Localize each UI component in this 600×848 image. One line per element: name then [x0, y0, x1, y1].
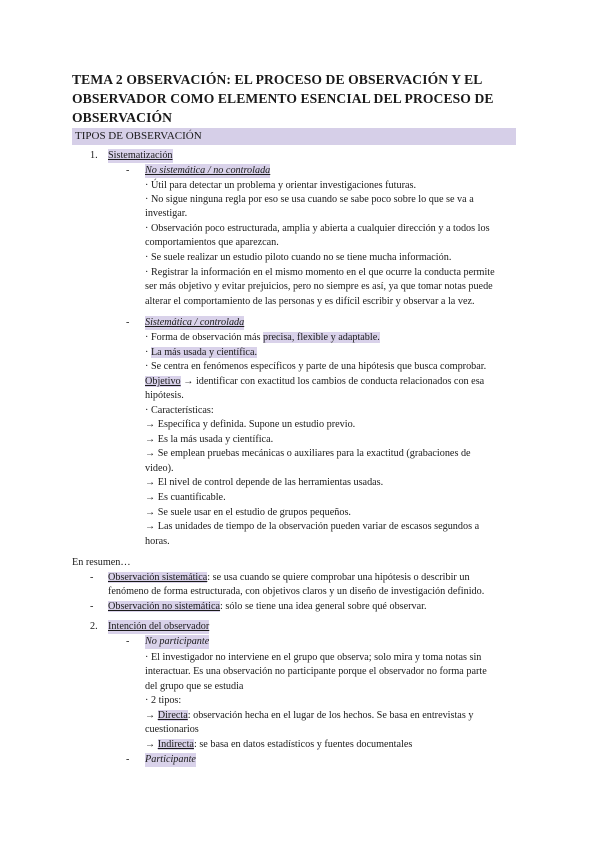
- bullet-dash: -: [90, 572, 94, 583]
- term-directa: Directa: [157, 710, 188, 721]
- text-line: Objetivo → identificar con exactitud los cambios de conducta relacionados con esa: [145, 376, 485, 387]
- term-observacion-no-sistematica: Observación no sistemática: [108, 601, 221, 612]
- text-line: · Características:: [145, 405, 214, 416]
- text-line: comportamientos que aparezcan.: [145, 237, 279, 248]
- bullet-dash: -: [126, 636, 130, 647]
- text-line: → Es la más usada y científica.: [145, 434, 274, 445]
- text-line: alterar el comportamiento de las personas y es difícil escribir y observar a la vez.: [145, 296, 475, 307]
- item-number: 2.: [90, 621, 98, 632]
- text-line: cuestionarios: [145, 724, 199, 735]
- subheading-no-sistematica: No sistemática / no controlada: [145, 165, 271, 176]
- subheading-participante: Participante: [145, 754, 196, 765]
- term-indirecta: Indirecta: [157, 739, 194, 750]
- text-line: → Es cuantificable.: [145, 492, 226, 503]
- text-line: investigar.: [145, 208, 188, 219]
- text-line: → Se suele usar en el estudio de grupos pequeños.: [145, 507, 351, 518]
- bullet-dash: -: [126, 754, 130, 765]
- term-observacion-sistematica: Observación sistemática: [108, 572, 208, 583]
- text-line: → Directa: observación hecha en el lugar de los hechos. Se basa en entrevistas y: [145, 710, 474, 721]
- text-line: → El nivel de control depende de las herramientas usadas.: [145, 477, 384, 488]
- document-title: TEMA 2 OBSERVACIÓN: EL PROCESO DE OBSERVACIÓN Y EL OBSERVADOR COMO ELEMENTO ESENCIAL DEL PROCESO DE OBSERVACIÓN: [72, 72, 494, 125]
- highlight: La más usada y científica.: [150, 347, 258, 358]
- text-line: Observación no sistemática: sólo se tiene una idea general sobre qué observar.: [108, 601, 427, 612]
- subheading-sistematica: Sistemática / controlada: [145, 317, 245, 328]
- bullet-dash: -: [126, 165, 130, 176]
- text-line: → Se emplean pruebas mecánicas o auxiliares para la exactitud (grabaciones de: [145, 448, 471, 459]
- summary-intro: En resumen…: [72, 557, 131, 568]
- text-line: → Las unidades de tiempo de la observación pueden variar de escasos segundos a: [145, 521, 480, 532]
- text-line: → Específica y definida. Supone un estudio previo.: [145, 419, 356, 430]
- bullet-dash: -: [126, 317, 130, 328]
- text-line: · No sigue ninguna regla por eso se usa cuando se sabe poco sobre lo que se va a: [145, 194, 474, 205]
- text-line: Observación sistemática: se usa cuando se quiere comprobar una hipótesis o describir un: [108, 572, 470, 583]
- text-line: · La más usada y científica.: [145, 347, 258, 358]
- text-line: · 2 tipos:: [145, 695, 182, 706]
- text-line: · El investigador no interviene en el grupo que observa; solo mira y toma notas sin: [145, 652, 482, 663]
- text-line: · Forma de observación más precisa, flexible y adaptable.: [145, 332, 380, 343]
- highlight: precisa, flexible y adaptable.: [262, 332, 380, 343]
- bullet-dash: -: [90, 601, 94, 612]
- text-line: · Se centra en fenómenos específicos y parte de una hipótesis que busca comprobar.: [145, 361, 487, 372]
- section-heading: TIPOS DE OBSERVACIÓN: [72, 128, 516, 145]
- text-line: horas.: [145, 536, 170, 547]
- text-line: fenómeno de forma estructurada, con objetivos claros y un diseño de investigación definido.: [108, 586, 485, 597]
- objetivo-label: Objetivo: [145, 376, 181, 387]
- text-line: → Indirecta: se basa en datos estadísticos y fuentes documentales: [145, 739, 413, 750]
- text-line: ser más objetivo y evitar prejuicios, pero no siempre es así, ya que tomar notas puede: [145, 281, 493, 292]
- text-line: video).: [145, 463, 174, 474]
- subheading-no-participante: No participante: [145, 636, 210, 647]
- item-heading-sistematizacion: Sistematización: [108, 150, 173, 161]
- item-heading-intencion: Intención del observador: [108, 621, 210, 632]
- text-line: · Útil para detectar un problema y orientar investigaciones futuras.: [145, 180, 416, 191]
- text-line: · Se suele realizar un estudio piloto cuando no se tiene mucha información.: [145, 252, 452, 263]
- text-line: hipótesis.: [145, 390, 184, 401]
- item-number: 1.: [90, 150, 98, 161]
- text-line: interactuar. Es una observación no participante porque el observador no forma parte: [145, 666, 487, 677]
- text-line: · Registrar la información en el mismo momento en el que ocurre la conducta permite: [145, 267, 495, 278]
- text-line: · Observación poco estructurada, amplia y abierta a cualquier dirección y a todos los: [145, 223, 490, 234]
- text-line: del grupo que se estudia: [145, 681, 244, 692]
